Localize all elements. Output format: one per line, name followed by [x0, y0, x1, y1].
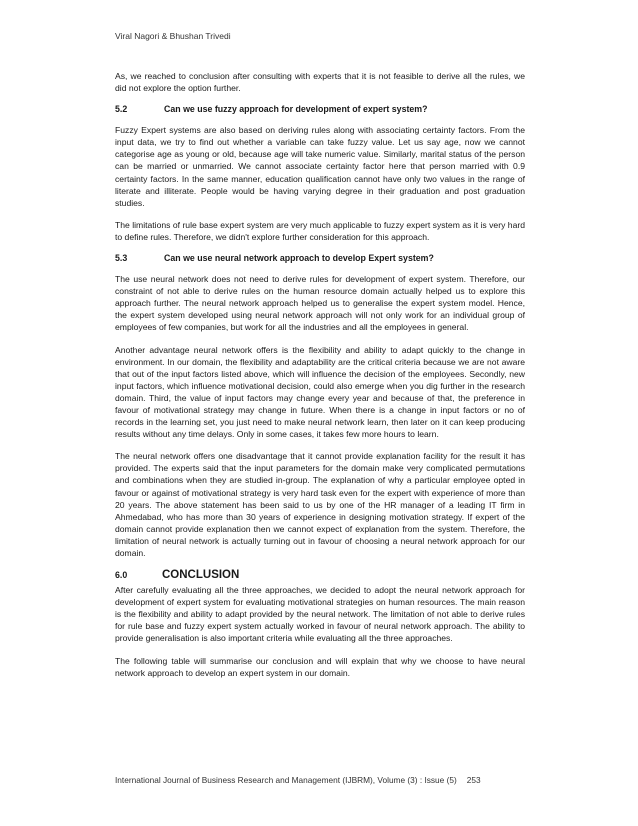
body-content — [115, 70, 525, 689]
section-5-2-heading — [115, 104, 525, 114]
section-number: 5.2 — [115, 104, 128, 115]
paragraph: The use neural network does not need to derive rules for development of expert system. Therefore, our constraint of not able to derive rules on the human resource domain actually helped us to explore this approach further. The neural network approach helped us to generalise the expert system model. Hence, the expert system developed using neural network approach will not only work for an individual group of employees of few companies, but work for all the industries and all the employees in general. — [115, 274, 525, 333]
section-5-3-heading — [115, 253, 525, 263]
section-number: 5.3 — [115, 253, 128, 264]
section-number: 6.0 — [115, 570, 128, 581]
paragraph: After carefully evaluating all the three approaches, we decided to adopt the neural network approach for development of expert system for evaluating motivational strategies on human resources. The main reason is the flexibility and ability to adapt provided by the neural network. The limitation of not able to derive rules for rule base and fuzzy expert system actually worked in favour of neural network approach. The ability to provide generalisation is also important criteria while evaluating all the three approaches. — [115, 585, 525, 644]
paragraph: Another advantage neural network offers is the flexibility and ability to adapt quickly to the change in environment. In our domain, the flexibility and adaptability are the critical criteria because we are not aware that out of the input factors listed above, which will influence the decision of the employees. Secondly, new input factors, which influence motivational decision, could also emerge when you dig further in the research domain. Third, the value of input factors may change every year and because of that, the preference in favour of motivational strategy may change in future. When there is a change in input factors or no of records in the learning set, you just need to make neural network learn, then later on it can keep producing results without any time delays. Only in some cases, it takes few more hours to learn. — [115, 344, 525, 440]
journal-citation: International Journal of Business Research and Management (IJBRM), Volume (3) : Issue (5) — [115, 775, 457, 785]
paragraph: The limitations of rule base expert system are very much applicable to fuzzy expert system as it is very hard to define rules. Therefore, we didn't explore further consideration for this approach. — [115, 219, 525, 242]
paragraph: The following table will summarise our conclusion and will explain that why we choose to have neural network approach to develop an expert system in our domain. — [115, 655, 525, 678]
page-footer — [115, 775, 481, 785]
paragraph: The neural network offers one disadvantage that it cannot provide explanation facility for the result it has provided. The experts said that the input parameters for the domain make very complicated permutations and combinations when they are studied in-group. The explanation of why a particular employee opted in favour or against of motivational strategy is very hard task even for the expert with experience of more than 20 years. The above statement has been said to us by one of the HR manager of a leading IT firm in Ahmedabad, who has more than 30 years of experience in designing motivation strategy. If expert of the domain cannot provide explanation then we cannot expect of explanation from the system. Therefore, the limitation of neural network is actually turning out in favour of choosing a neural network approach for our domain. — [115, 451, 525, 558]
paragraph: Fuzzy Expert systems are also based on deriving rules along with associating certainty factors. From the input data, we try to find out whether a variable can take fuzzy value. Let us say age, now we cannot categorise age as young or old, because age will take numeric value. Similarly, marital status of the person can be married or unmarried. We cannot associate certainty factor here that person married with 0.9 certainty factors. In the same manner, education qualification cannot have only two values in the range of literate and illiterate. People would be having varying degree in their graduation and post graduation studies. — [115, 125, 525, 208]
section-title: CONCLUSION — [162, 569, 240, 582]
intro-paragraph: As, we reached to conclusion after consulting with experts that it is not feasible to derive all the rules, we did not explore the option further. — [115, 71, 525, 94]
section-title: Can we use fuzzy approach for development of expert system? — [164, 104, 428, 115]
conclusion-heading — [115, 569, 525, 581]
section-title: Can we use neural network approach to develop Expert system? — [164, 253, 434, 264]
running-header: Viral Nagori & Bhushan Trivedi — [115, 31, 231, 41]
page-number: 253 — [466, 775, 481, 785]
